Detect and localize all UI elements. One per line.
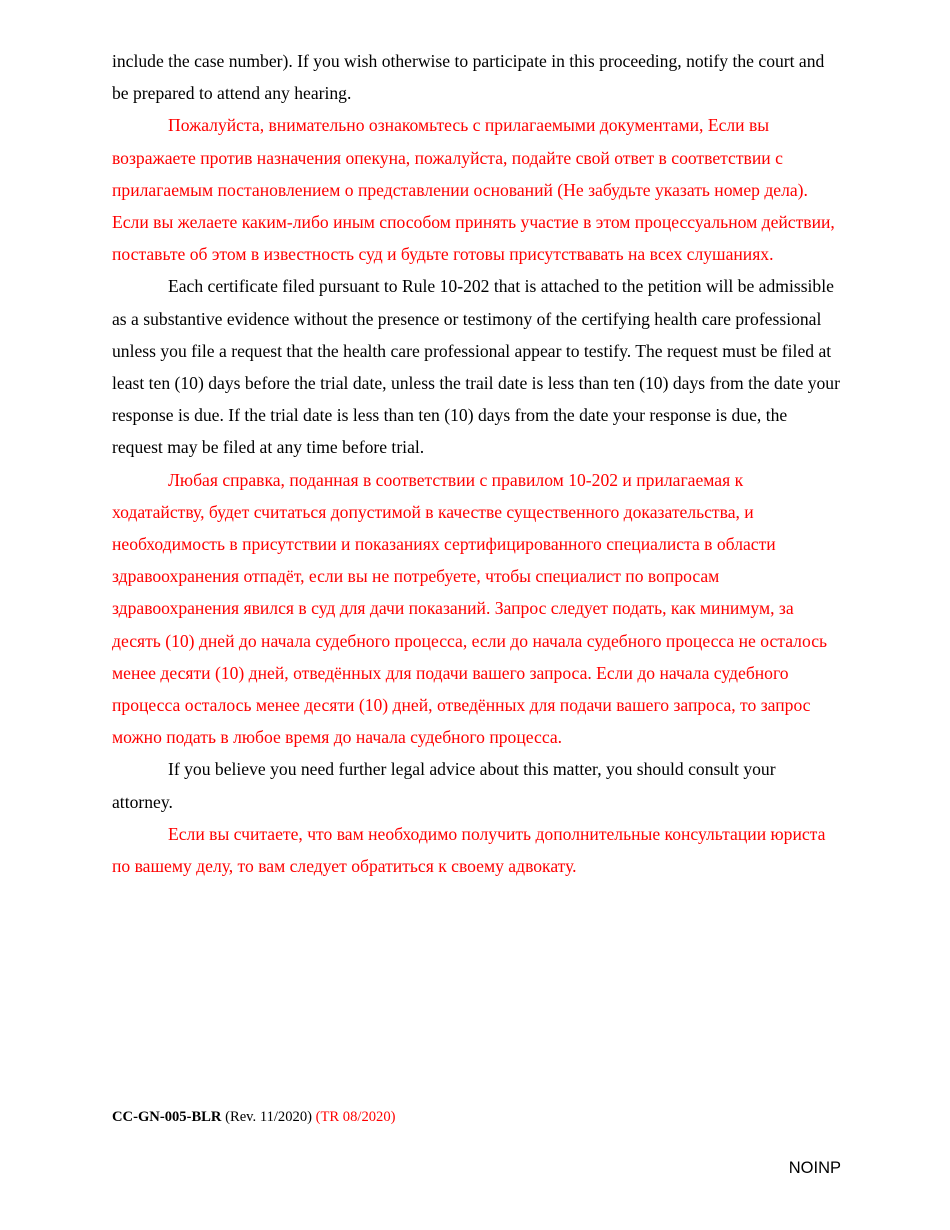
paragraph-ru-hearing-notice: Пожалуйста, внимательно ознакомьтесь с прилагаемыми документами, Если вы возражаете против назначения опекуна, пожалуйста, подайте свой ответ в соответствии с прилагаемым постановлением о представлении оснований (Не забудьте указать номер дела). Если вы желаете каким-либо иным способом принять участие в этом процессуальном действии, поставьте об этом в известность суд и будьте готовы присутствавать на всех слушаниях. <box>112 115 835 265</box>
paragraph-en-hearing-notice: include the case number). If you wish otherwise to participate in this proceeding, notify the court and be prepared to attend any hearing. <box>112 51 825 104</box>
footer-form-revision <box>112 1107 396 1127</box>
translation-revision: (TR 08/2020) <box>315 1109 396 1125</box>
paragraph-ru-certificate-rule: Любая справка, поданная в соответствии с правилом 10-202 и прилагаемая к ходатайству, будет считаться допустимой в качестве существенного доказательства, и необходимость в присутствии и показаниях сертифицированного специалиста в области здравоохранения отпадёт, если вы не потребуете, чтобы специалист по вопросам здравоохранения явился в суд для дачи показаний. Запрос следует подать, как минимум, за десять (10) дней до начала судебного процесса, если до начала судебного процесса не осталось менее десяти (10) дней, отведённых для подачи вашего запроса. Если до начала судебного процесса осталось менее десяти (10) дней, отведённых для подачи вашего запроса, то запрос можно подать в любое время до начала судебного процесса. <box>112 469 828 748</box>
paragraph-en-legal-advice: If you believe you need further legal advice about this matter, you should consult your attorney. <box>112 759 776 812</box>
form-revision: (Rev. 11/2020) <box>225 1109 312 1125</box>
document-body <box>112 45 840 882</box>
form-code: CC-GN-005-BLR <box>112 1109 222 1125</box>
paragraph-ru-legal-advice: Если вы считаете, что вам необходимо получить дополнительные консультации юриста по вашему делу, то вам следует обратиться к своему адвокату. <box>112 823 826 877</box>
form-id: NOINP <box>788 1159 841 1177</box>
paragraph-en-certificate-rule: Each certificate filed pursuant to Rule 10-202 that is attached to the petition will be admissible as a substantive evidence without the presence or testimony of the certifying health care professional unless you file a request that the health care professional appear to testify. The request must be filed at least ten (10) days before the trial date, unless the trail date is less than ten (10) days from the date your response is due. If the trial date is less than ten (10) days from the date your response is due, the request may be filed at any time before trial. <box>112 276 840 458</box>
